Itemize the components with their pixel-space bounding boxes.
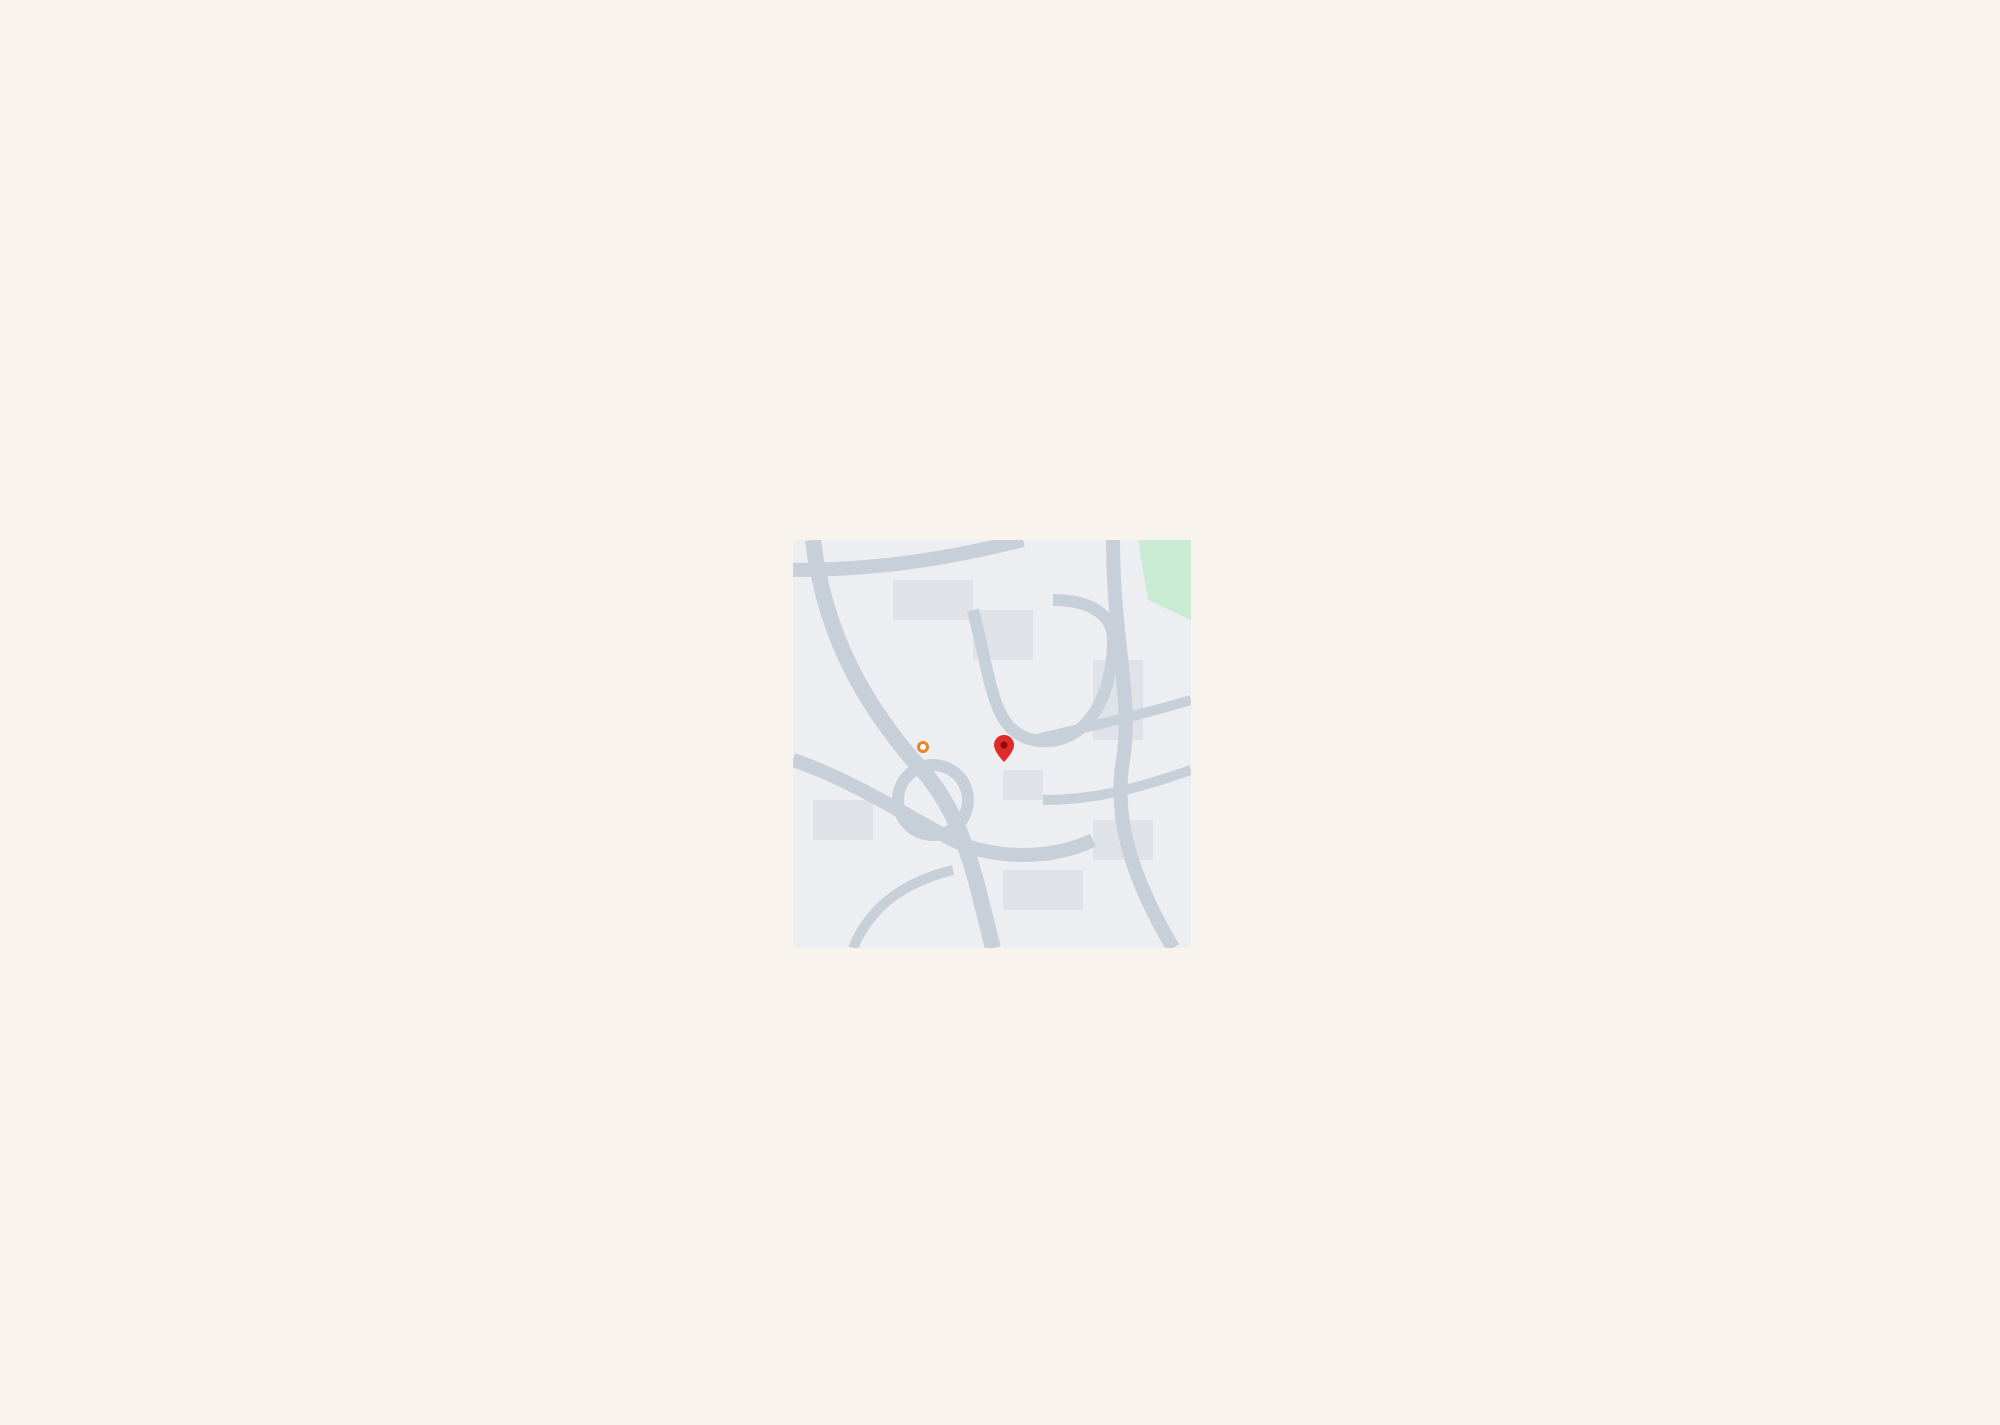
- map-image[interactable]: [793, 540, 1191, 948]
